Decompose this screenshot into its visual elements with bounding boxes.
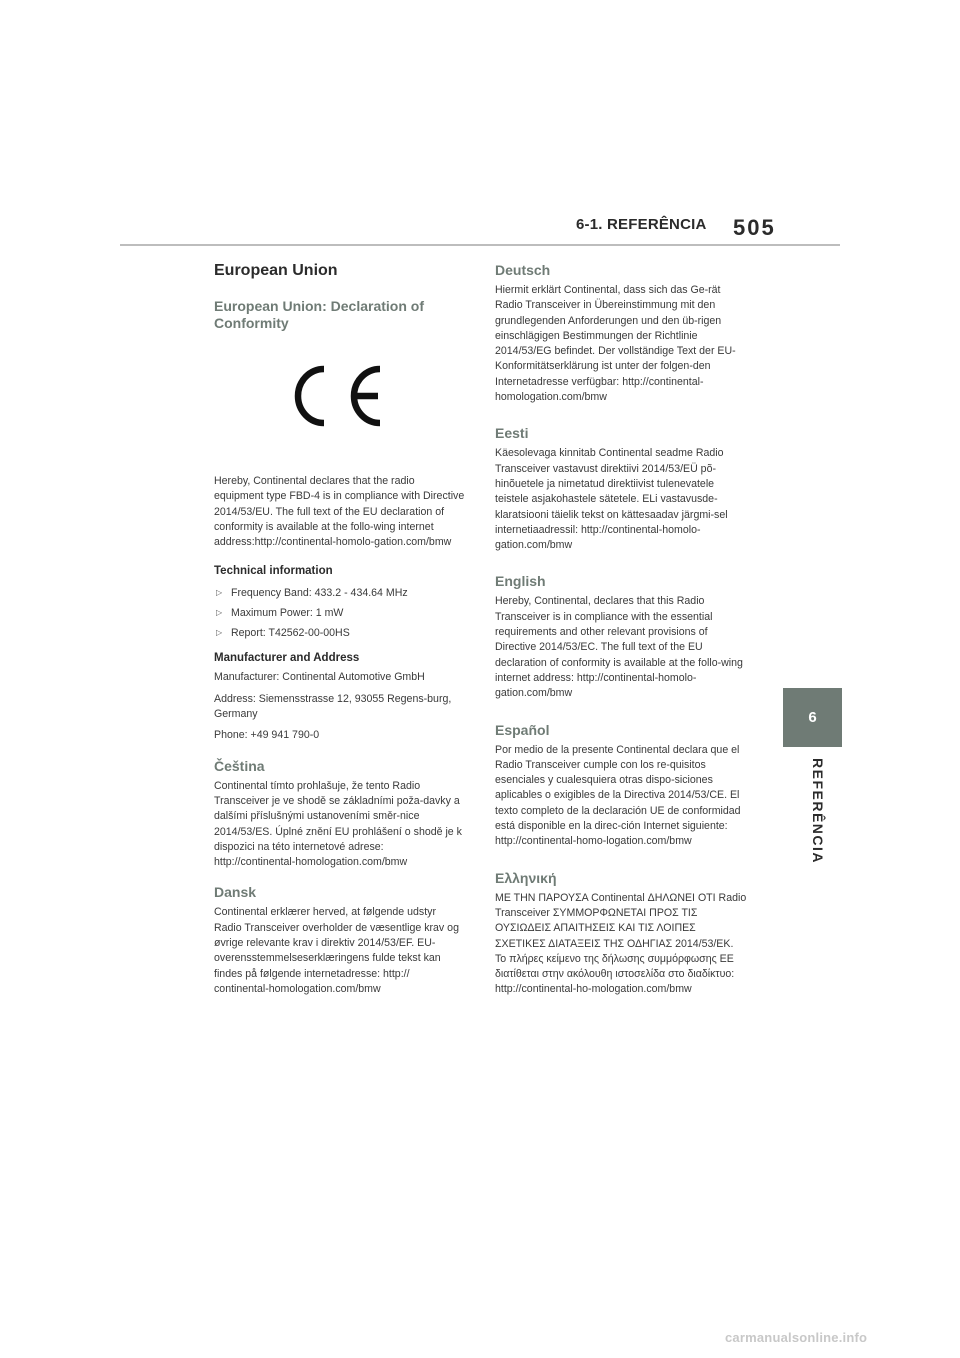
watermark-text: carmanualsonline.info xyxy=(725,1330,868,1345)
triangle-bullet-icon: ▷ xyxy=(216,628,223,638)
list-item: ▷ Report: T42562-00-00HS xyxy=(214,623,466,643)
manufacturer-heading: Manufacturer and Address xyxy=(214,652,360,665)
english-text: Hereby, Continental, declares that this Radio Transceiver is in compliance with the essential requirements and other relevant provisions of Directive 2014/53/EC. The full text of the EU declaration of conformity is available at the follo-wing internet address: http://continental-homolo-gation.com/bmw xyxy=(495,595,743,700)
eesti-heading: Eesti xyxy=(495,425,529,442)
tech-info-list xyxy=(214,583,466,643)
phone-text: Phone: +49 941 790-0 xyxy=(214,729,320,742)
greek-text: ΜΕ ΤΗΝ ΠΑΡΟΥΣΑ Continental ΔΗΛΩΝΕΙ ΟΤΙ Radio Transceiver ΣΥΜΜΟΡΦΩΝΕΤΑΙ ΠΡΟΣ ΤΙΣ ΟΥΣΙΩΔΕΙΣ ΑΠΑΙΤΗΣΕΙΣ ΚΑΙ ΤΙΣ ΛΟΙΠΕΣ ΣΧΕΤΙΚΕΣ ΔΙΑΤΑΞΕΙΣ ΤΗΣ ΟΔΗΓΙΑΣ 2014/53/ΕΚ. Το πλήρες κείμενο της δήλωσης συμμόρφωσης ΕΕ διατίθεται στην ακόλουθη ιστοσελίδα στο διαδίκτυο: http://continental-ho-mologation.com/bmw xyxy=(495,891,747,996)
ce-mark-graphic xyxy=(294,364,386,428)
intro-text: Hereby, Continental declares that the radio equipment type FBD-4 is in compliance with Directive 2014/53/EU. The full text of the EU declaration of conformity is available at the follo-wing internet address:http://continental-homolo-gation.com/bmw xyxy=(214,475,465,549)
english-heading: English xyxy=(495,573,546,590)
address-text: Address: Siemensstrasse 12, 93055 Regens-burg, Germany xyxy=(214,692,452,721)
right-column xyxy=(495,262,747,1004)
cestina-heading: Čeština xyxy=(214,757,265,774)
manufacturer-text: Manufacturer: Continental Automotive GmbH xyxy=(214,671,425,684)
section-title: 6-1. REFERÊNCIA xyxy=(576,216,707,233)
triangle-bullet-icon: ▷ xyxy=(216,608,223,618)
deutsch-text: Hiermit erklärt Continental, dass sich das Ge-rät Radio Transceiver in Übereinstimmung mit den grundlegenden Anforderungen und den üb-rigen einschlägigen Bestimmungen der Richtlinie 2014/53/EG befindet. Der vollständige Text der EU-Konformitätserklärung ist unter der folgen-den Internetadresse verfügbar: http://continental-homologation.com/bmw xyxy=(495,284,736,404)
ce-mark-icon xyxy=(214,336,466,456)
triangle-bullet-icon: ▷ xyxy=(216,588,223,598)
espanol-heading: Español xyxy=(495,721,550,738)
cestina-text: Continental tímto prohlašuje, že tento Radio Transceiver je ve shodě se základními poža-davky a dalšími příslušnými ustanoveními směr-nice 2014/53/ES. Úplné znění EU prohlášení o shodě je k dispozici na této internetové adrese: http://continental-homologation.com/bmw xyxy=(214,779,462,869)
main-title: European Union xyxy=(214,262,338,279)
header-divider xyxy=(120,244,840,246)
left-column xyxy=(214,262,466,1003)
chapter-label: REFERÊNCIA xyxy=(810,758,826,865)
deutsch-heading: Deutsch xyxy=(495,262,551,278)
tech-info-heading: Technical information xyxy=(214,565,333,578)
page-number: 505 xyxy=(733,215,776,240)
declaration-title: European Union: Declaration of Conformity xyxy=(214,298,425,331)
dansk-heading: Dansk xyxy=(214,884,257,901)
greek-heading: Ελληνική xyxy=(495,869,557,886)
espanol-text: Por medio de la presente Continental declara que el Radio Transceiver cumple con los re-quisitos esenciales y cualesquiera otras dispo-siciones aplicables o exigibles de la Directiva 2014/53/CE. El texto completo de la declaración UE de conformidad está disponible en la direc-ción Internet siguiente: http://continental-homo-logation.com/bmw xyxy=(495,743,741,848)
eesti-text: Käesolevaga kinnitab Continental seadme Radio Transceiver vastavust direktiivi 2014/53/EÜ põ-hinõuetele ja nimetatud direktiivist tulenevatele teistele asjakohastele sätetele. ELi vastavusde-klaratsiooni täielik tekst on kättesaadav järgmi-sel internetiaadressil: http://continental-homolo-gation.com/bmw xyxy=(495,447,728,552)
dansk-text: Continental erklærer herved, at følgende udstyr Radio Transceiver overholder de væsentlige krav og øvrige relevante krav i direktiv 2014/53/EF. EU-overensstemmelseserklæringens fulde tekst kan findes på følgende internetadresse: http:// continental-homologation.com/bmw xyxy=(214,906,459,995)
chapter-tab[interactable]: 6 xyxy=(783,688,842,747)
list-item: ▷ Maximum Power: 1 mW xyxy=(214,603,466,623)
list-item: ▷ Frequency Band: 433.2 - 434.64 MHz xyxy=(214,583,466,603)
